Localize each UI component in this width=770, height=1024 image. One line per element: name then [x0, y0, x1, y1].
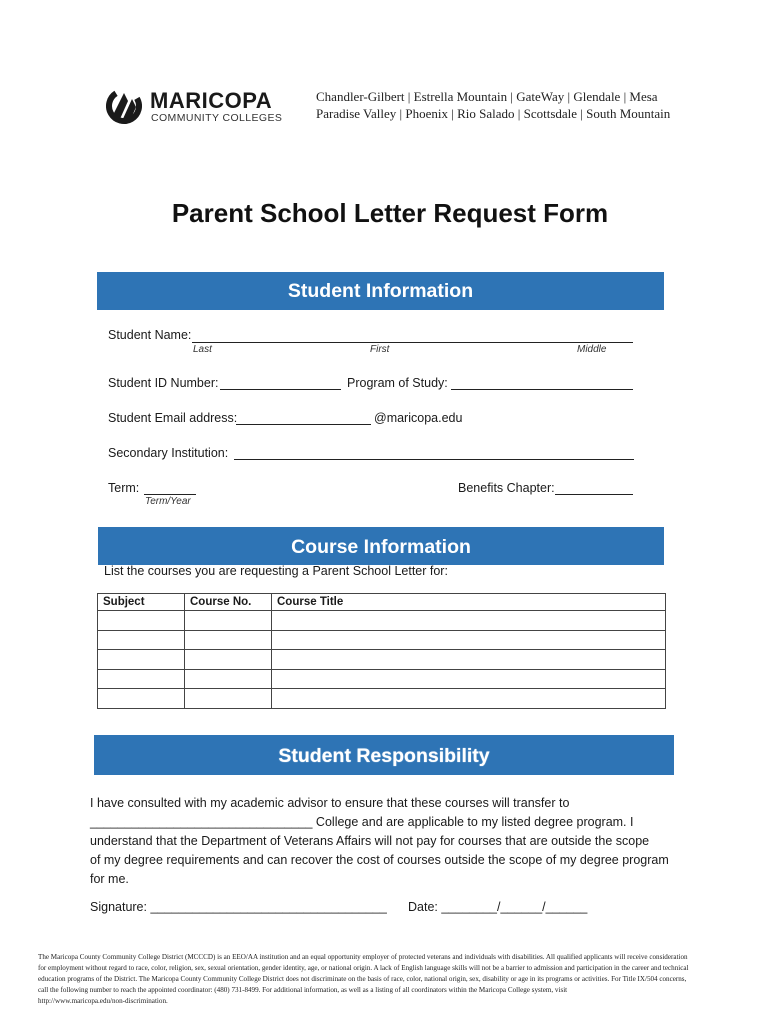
- course-title-cell[interactable]: [272, 650, 666, 670]
- logo-subtitle: COMMUNITY COLLEGES: [151, 112, 283, 124]
- term-field[interactable]: [144, 494, 196, 495]
- student-id-field[interactable]: [220, 389, 341, 390]
- footer-link[interactable]: http://www.maricopa.edu/non-discrimination.: [38, 997, 168, 1005]
- subject-cell[interactable]: [98, 611, 185, 631]
- subject-cell[interactable]: [98, 650, 185, 670]
- course-title-cell[interactable]: [272, 611, 666, 631]
- subject-cell[interactable]: [98, 630, 185, 650]
- table-row: [98, 689, 666, 709]
- course-no-cell[interactable]: [185, 689, 272, 709]
- column-course-no: Course No.: [185, 594, 272, 611]
- course-information-heading: Course Information: [291, 536, 471, 558]
- course-no-cell[interactable]: [185, 611, 272, 631]
- term-year-caption: Term/Year: [145, 496, 191, 507]
- course-no-cell[interactable]: [185, 630, 272, 650]
- name-middle-caption: Middle: [577, 344, 607, 355]
- student-email-label: Student Email address:: [108, 411, 238, 425]
- form-title: Parent School Letter Request Form: [171, 198, 609, 228]
- course-list-caption: List the courses you are requesting a Parent School Letter for:: [104, 564, 448, 578]
- maricopa-logo-icon: [106, 87, 142, 125]
- course-no-cell[interactable]: [185, 650, 272, 670]
- benefits-chapter-field[interactable]: [555, 494, 633, 495]
- course-title-cell[interactable]: [272, 669, 666, 689]
- student-name-label: Student Name:: [108, 328, 192, 342]
- name-first-caption: First: [370, 344, 390, 355]
- name-last-caption: Last: [193, 344, 212, 355]
- non-discrimination-notice: [38, 952, 732, 1007]
- footer-line: for employment without regard to race, color, religion, sex, sexual orientation, gender identity, age, or national origin. A lack of English language skills will not be a barrier to admission and participation in the career and technical: [38, 964, 689, 972]
- course-title-cell[interactable]: [272, 630, 666, 650]
- program-of-study-label: Program of Study:: [347, 376, 448, 390]
- secondary-institution-label: Secondary Institution:: [108, 446, 229, 460]
- course-title-cell[interactable]: [272, 689, 666, 709]
- statement-line: understand that the Department of Veterans Affairs will not pay for courses that are outside the scope: [90, 834, 650, 848]
- campus-list: [316, 88, 670, 122]
- student-responsibility-banner: [94, 735, 674, 775]
- course-table-header: [98, 594, 666, 611]
- course-no-cell[interactable]: [185, 669, 272, 689]
- campus-line-1: Chandler-Gilbert | Estrella Mountain | GateWay | Glendale | Mesa: [316, 89, 658, 104]
- student-information-heading: Student Information: [287, 280, 474, 302]
- benefits-chapter-label: Benefits Chapter:: [458, 481, 555, 495]
- footer-line: education programs of the District. The Maricopa County Community College District does not discriminate on the basis of race, color, national origin, sex, disability or age in its programs or activities. For Title IX/504 concerns,: [38, 975, 687, 983]
- column-course-title: Course Title: [272, 594, 666, 611]
- statement-line: ________________________________ College and are applicable to my listed degree program. I: [90, 815, 634, 829]
- table-row: [98, 630, 666, 650]
- student-email-field[interactable]: [236, 424, 371, 425]
- course-table: [97, 593, 666, 709]
- signature-field[interactable]: Signature: __________________________________: [90, 900, 387, 914]
- student-information-banner: [97, 272, 664, 310]
- secondary-institution-field[interactable]: [234, 459, 634, 460]
- student-name-field[interactable]: [192, 342, 633, 343]
- table-row: [98, 669, 666, 689]
- course-information-banner: [98, 527, 664, 565]
- subject-cell[interactable]: [98, 669, 185, 689]
- table-row: [98, 650, 666, 670]
- statement-line: I have consulted with my academic advisor to ensure that these courses will transfer to: [90, 796, 570, 810]
- email-domain-suffix: @maricopa.edu: [374, 411, 463, 425]
- program-of-study-field[interactable]: [451, 389, 633, 390]
- date-field[interactable]: Date: ________/______/______: [408, 900, 588, 914]
- table-row: [98, 611, 666, 631]
- term-label: Term:: [108, 481, 140, 495]
- footer-line: The Maricopa County Community College District (MCCCD) is an EEO/AA institution and an equal opportunity employer of protected veterans and individuals with disabilities. All qualified applicants will receive consideration: [38, 953, 688, 961]
- footer-line: call the following number to reach the appointed coordinator: (480) 731-8499. For additional information, as well as a listing of all coordinators within the Maricopa College system, visit: [38, 986, 568, 994]
- column-subject: Subject: [98, 594, 185, 611]
- responsibility-statement: [90, 794, 690, 889]
- logo-wordmark: MARICOPA: [150, 88, 273, 113]
- student-responsibility-heading: Student Responsibility: [278, 745, 490, 767]
- subject-cell[interactable]: [98, 689, 185, 709]
- student-id-label: Student ID Number:: [108, 376, 219, 390]
- statement-line: for me.: [90, 872, 129, 886]
- campus-line-2: Paradise Valley | Phoenix | Rio Salado | Scottsdale | South Mountain: [316, 106, 671, 121]
- statement-line: of my degree requirements and can recover the cost of courses outside the scope of my degree program: [90, 853, 669, 867]
